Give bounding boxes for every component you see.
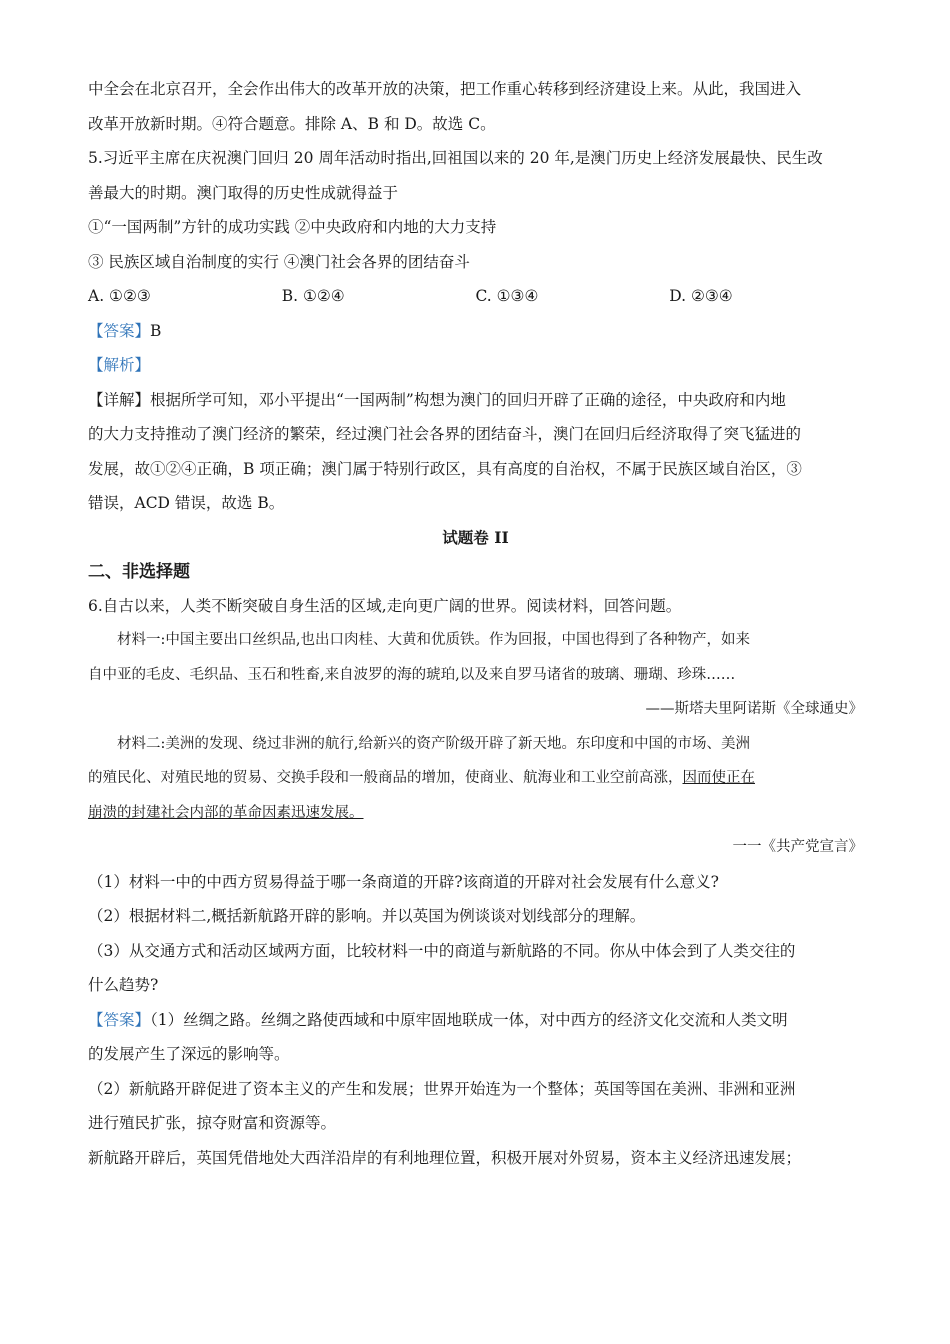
q6-answer-1-text: （1）丝绸之路。丝绸之路使西域和中原牢固地联成一体，对中西方的经济文化交流和人类文明 bbox=[150, 1010, 788, 1029]
prev-explanation-line-2: 改革开放新时期。④符合题意。排除 A、B 和 D。故选 C。 bbox=[88, 114, 496, 133]
q6-material-2-line-2 bbox=[88, 761, 863, 796]
q5-option-a: A. ①②③ bbox=[88, 287, 151, 305]
section-title: 二、非选择题 bbox=[88, 561, 190, 582]
q6-subquestion-3-line-1: （3）从交通方式和活动区域两方面，比较材料一中的商道与新航路的不同。你从中体会到了人类交往的 bbox=[88, 941, 796, 960]
q6-answer-2-line-1: （2）新航路开辟促进了资本主义的产生和发展；世界开始连为一个整体；英国等国在美洲、非洲和亚洲 bbox=[88, 1079, 796, 1098]
q5-detail-line-1: 【详解】根据所学可知，邓小平提出“一国两制”构想为澳门的回归开辟了正确的途径，中央政府和内地 bbox=[88, 390, 786, 409]
q6-subquestion-1: （1）材料一中的中西方贸易得益于哪一条商道的开辟?该商道的开辟对社会发展有什么意义? bbox=[88, 872, 719, 891]
q6-answer-1-line-1 bbox=[88, 1003, 863, 1038]
q5-option-d: D. ②③④ bbox=[669, 287, 733, 305]
q6-answer-2-line-3: 新航路开辟后，英国凭借地处大西洋沿岸的有利地理位置，积极开展对外贸易，资本主义经济迅速发展； bbox=[88, 1148, 802, 1167]
paper-title: 试题卷 II bbox=[442, 527, 509, 547]
q5-options bbox=[88, 279, 863, 314]
q6-material-1-line-1: 材料一:中国主要出口丝织品,也出口肉桂、大黄和优质铁。作为回报，中国也得到了各种物产，如来 bbox=[117, 632, 750, 648]
q6-material-2-underlined-end: 崩溃的封建社会内部的革命因素迅速发展。 bbox=[88, 804, 364, 821]
q6-subquestion-3-line-2: 什么趋势? bbox=[88, 976, 159, 994]
prev-explanation-line-1: 中全会在北京召开，全会作出伟大的改革开放的决策，把工作重心转移到经济建设上来。从此，我国进入 bbox=[88, 80, 802, 98]
q5-stem-line-1: 5.习近平主席在庆祝澳门回归 20 周年活动时指出,回祖国以来的 20 年,是澳门历史上经济发展最快、民生改 bbox=[88, 149, 823, 167]
q6-material-2-line-3 bbox=[88, 796, 863, 831]
q6-answer-2-line-2: 进行殖民扩张，掠夺财富和资源等。 bbox=[88, 1114, 337, 1132]
answer-tag: 【答案】 bbox=[88, 321, 151, 340]
q6-stem: 6.自古以来，人类不断突破自身生活的区域,走向更广阔的世界。阅读材料，回答问题。 bbox=[88, 596, 682, 615]
q5-analysis-tag: 【解析】 bbox=[88, 356, 151, 374]
q6-answer-1-line-2: 的发展产生了深远的影响等。 bbox=[88, 1045, 290, 1063]
q5-option-c: C. ①③④ bbox=[475, 287, 539, 305]
q6-material-2-underlined-start: 因而使正在 bbox=[682, 770, 755, 786]
page-content bbox=[88, 72, 863, 1175]
answer-tag: 【答案】 bbox=[88, 1010, 151, 1029]
q5-items-line-2: ③ 民族区域自治制度的实行 ④澳门社会各界的团结奋斗 bbox=[88, 252, 470, 271]
q5-detail-line-2: 的大力支持推动了澳门经济的繁荣，经过澳门社会各界的团结奋斗，澳门在回归后经济取得了突飞猛进的 bbox=[88, 425, 802, 443]
q6-material-2-source: 一一《共产党宣言》 bbox=[732, 839, 863, 855]
q5-items-line-1: ①“一国两制”方针的成功实践 ②中央政府和内地的大力支持 bbox=[88, 218, 497, 236]
q5-answer bbox=[88, 314, 863, 349]
q5-detail-line-3: 发展，故①②④正确，B 项正确；澳门属于特别行政区，具有高度的自治权，不属于民族区域自治区，③ bbox=[88, 459, 802, 478]
q6-subquestion-2: （2）根据材料二,概括新航路开辟的影响。并以英国为例谈谈对划线部分的理解。 bbox=[88, 907, 646, 925]
q6-material-2-line-1: 材料二:美洲的发现、绕过非洲的航行,给新兴的资产阶级开辟了新天地。东印度和中国的市场、美洲 bbox=[117, 735, 750, 752]
q5-option-b: B. ①②④ bbox=[281, 287, 345, 305]
q5-stem-line-2: 善最大的时期。澳门取得的历史性成就得益于 bbox=[88, 183, 399, 202]
q6-material-1-line-2: 自中亚的毛皮、毛织品、玉石和牲畜,来自波罗的海的琥珀,以及来自罗马诸省的玻璃、珊瑚、珍珠…… bbox=[88, 666, 736, 683]
q6-material-1-source: ——斯塔夫里阿诺斯《全球通史》 bbox=[645, 701, 863, 717]
q6-material-2-text: 的殖民化、对殖民地的贸易、交换手段和一般商品的增加，使商业、航海业和工业空前高涨， bbox=[88, 770, 683, 786]
q5-detail-line-4: 错误，ACD 错误，故选 B。 bbox=[88, 494, 285, 512]
q5-answer-value: B bbox=[150, 321, 162, 340]
